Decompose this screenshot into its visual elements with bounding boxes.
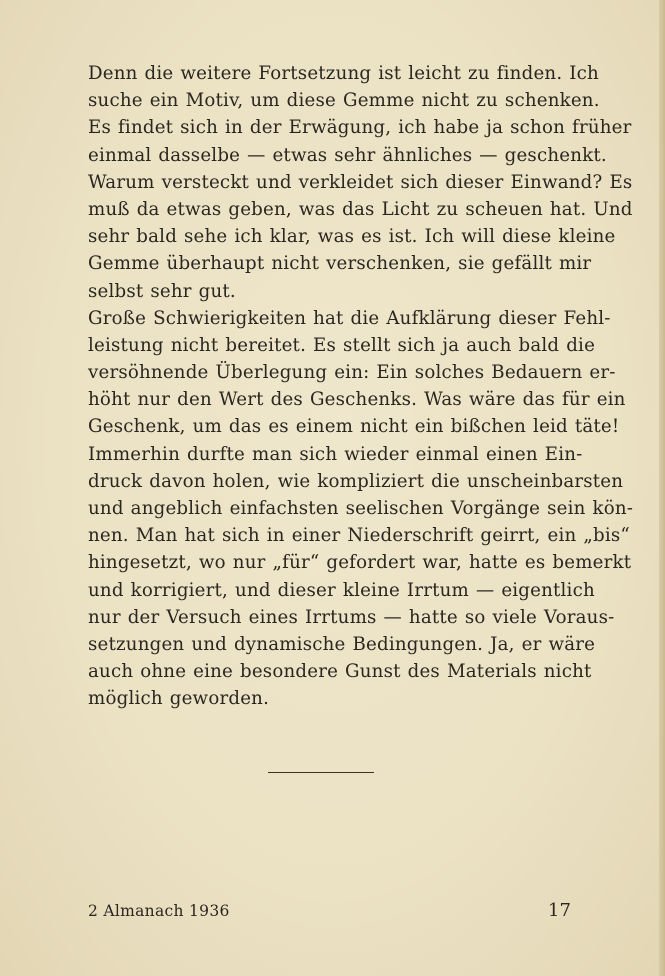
text-line: Es findet sich in der Erwägung, ich habe ja schon früher (88, 117, 632, 139)
section-divider (268, 772, 374, 773)
paragraph-1 (88, 60, 633, 305)
text-line: versöhnende Überlegung ein: Ein solches Bedauern er- (88, 362, 616, 384)
text-line: möglich geworden. (88, 688, 270, 710)
text-line: und korrigiert, und dieser kleine Irrtum — eigentlich (88, 579, 595, 601)
text-line: Warum versteckt und verkleidet sich dieser Einwand? Es (88, 171, 633, 193)
text-line: auch ohne eine besondere Gunst des Materials nicht (88, 661, 592, 683)
text-line: Geschenk, um das es einem nicht ein bißchen leid täte! (88, 416, 620, 438)
text-line: höht nur den Wert des Geschenks. Was wäre das für ein (88, 389, 626, 411)
text-line: nen. Man hat sich in einer Niederschrift geirrt, ein „bis“ (88, 525, 630, 547)
page-number: 17 (548, 900, 571, 921)
text-line: leistung nicht bereitet. Es stellt sich ja auch bald die (88, 334, 596, 356)
paragraph-2 (88, 305, 634, 713)
text-line: sehr bald sehe ich klar, was es ist. Ich will diese kleine (88, 226, 616, 248)
text-line: hingesetzt, wo nur „für“ gefordert war, hatte es bemerkt (88, 552, 632, 574)
text-line: suche ein Motiv, um diese Gemme nicht zu schenken. (88, 90, 600, 112)
text-line: Immerhin durfte man sich wieder einmal einen Ein- (88, 443, 583, 465)
text-line: selbst sehr gut. (88, 280, 236, 302)
text-line: einmal dasselbe — etwas sehr ähnliches — geschenkt. (88, 144, 607, 166)
text-line: Große Schwierigkeiten hat die Aufklärung dieser Fehl- (88, 307, 611, 329)
text-line: nur der Versuch eines Irrtums — hatte so viele Voraus- (88, 606, 615, 628)
text-line: und angeblich einfachsten seelischen Vorgänge sein kön- (88, 498, 634, 519)
printer-signature: 2 Almanach 1936 (88, 902, 230, 920)
body-text (88, 60, 634, 713)
text-line: druck davon holen, wie kompliziert die unscheinbarsten (88, 470, 624, 492)
text-line: Denn die weitere Fortsetzung ist leicht zu finden. Ich (88, 63, 599, 84)
text-line: setzungen und dynamische Bedingungen. Ja, er wäre (88, 633, 596, 655)
text-line: muß da etwas geben, was das Licht zu scheuen hat. Und (88, 198, 633, 220)
text-line: Gemme überhaupt nicht verschenken, sie gefällt mir (88, 253, 592, 275)
page-edge (659, 0, 665, 976)
